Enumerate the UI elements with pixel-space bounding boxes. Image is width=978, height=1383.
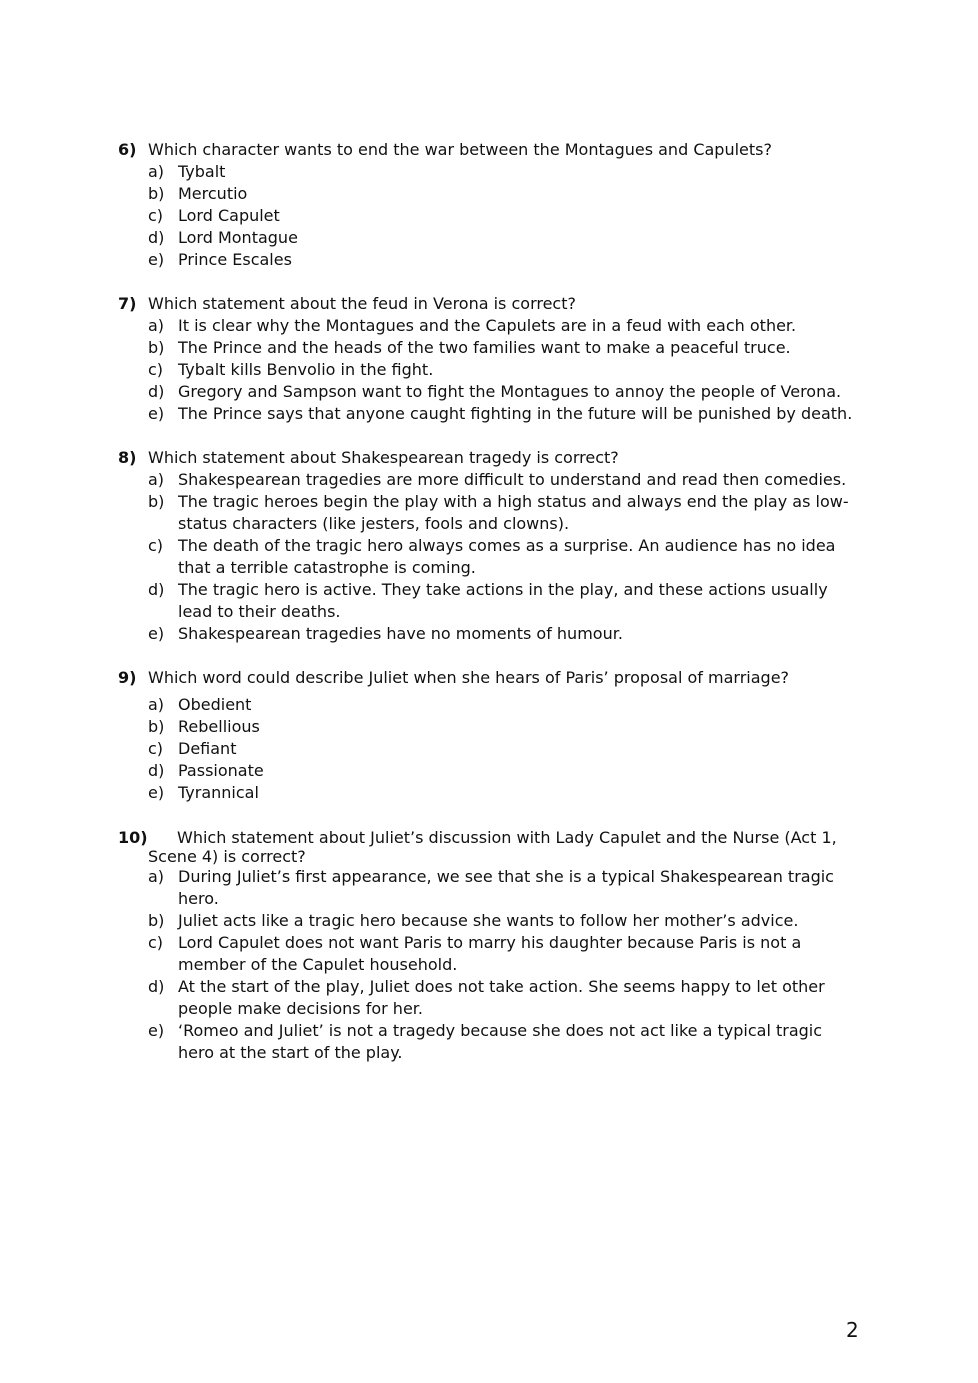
question-text: Which statement about Shakespearean tragedy is correct? bbox=[148, 448, 619, 467]
question-header bbox=[118, 826, 863, 866]
option-text: Tyrannical bbox=[178, 783, 259, 802]
option-item bbox=[118, 694, 863, 716]
option-letter: c) bbox=[148, 206, 164, 225]
option-letter: b) bbox=[148, 184, 165, 203]
option-letter: c) bbox=[148, 739, 164, 758]
option-item bbox=[118, 976, 863, 1020]
quiz-content bbox=[118, 139, 863, 1086]
option-text: Passionate bbox=[178, 761, 264, 780]
option-letter: b) bbox=[148, 338, 165, 357]
option-item bbox=[118, 161, 863, 183]
option-list bbox=[118, 866, 863, 1064]
question-header bbox=[118, 293, 863, 315]
question-6 bbox=[118, 139, 863, 271]
option-text: At the start of the play, Juliet does not take action. She seems happy to let other people make decisions for her. bbox=[178, 977, 825, 1018]
option-letter: d) bbox=[148, 580, 165, 599]
option-letter: d) bbox=[148, 228, 165, 247]
question-text: Which character wants to end the war between the Montagues and Capulets? bbox=[148, 140, 772, 159]
option-letter: b) bbox=[148, 911, 165, 930]
option-letter: b) bbox=[148, 717, 165, 736]
question-text: Which statement about the feud in Verona is correct? bbox=[148, 294, 576, 313]
option-text: The Prince and the heads of the two families want to make a peaceful truce. bbox=[178, 338, 791, 357]
option-item bbox=[118, 1020, 863, 1064]
option-text: Shakespearean tragedies are more difficult to understand and read then comedies. bbox=[178, 470, 847, 489]
option-item bbox=[118, 403, 863, 425]
option-text: Obedient bbox=[178, 695, 252, 714]
option-letter: e) bbox=[148, 783, 165, 802]
question-text: Which word could describe Juliet when she hears of Paris’ proposal of marriage? bbox=[148, 668, 790, 687]
option-letter: e) bbox=[148, 1021, 165, 1040]
option-item bbox=[118, 866, 863, 910]
option-letter: e) bbox=[148, 250, 165, 269]
option-list bbox=[118, 161, 863, 271]
question-7 bbox=[118, 293, 863, 425]
option-letter: c) bbox=[148, 360, 164, 379]
option-letter: a) bbox=[148, 162, 165, 181]
question-header bbox=[118, 667, 863, 689]
option-text: The Prince says that anyone caught fighting in the future will be punished by death. bbox=[178, 404, 853, 423]
option-item bbox=[118, 315, 863, 337]
option-letter: a) bbox=[148, 867, 165, 886]
option-item bbox=[118, 337, 863, 359]
option-letter: e) bbox=[148, 624, 165, 643]
question-number: 10) bbox=[118, 828, 148, 847]
option-text: Gregory and Sampson want to fight the Montagues to annoy the people of Verona. bbox=[178, 382, 842, 401]
option-text: Defiant bbox=[178, 739, 237, 758]
option-text: During Juliet’s first appearance, we see that she is a typical Shakespearean tragic hero. bbox=[178, 867, 834, 908]
option-item bbox=[118, 183, 863, 205]
question-8 bbox=[118, 447, 863, 645]
option-letter: d) bbox=[148, 977, 165, 996]
option-text: Shakespearean tragedies have no moments of humour. bbox=[178, 624, 623, 643]
question-text: Which statement about Juliet’s discussion with Lady Capulet and the Nurse (Act 1, Scene 4) is correct? bbox=[148, 828, 837, 866]
option-text: Lord Capulet bbox=[178, 206, 280, 225]
option-text: Tybalt bbox=[178, 162, 226, 181]
option-text: Prince Escales bbox=[178, 250, 292, 269]
option-text: Tybalt kills Benvolio in the fight. bbox=[178, 360, 434, 379]
option-text: ‘Romeo and Juliet’ is not a tragedy because she does not act like a typical tragic hero at the start of the play. bbox=[178, 1021, 823, 1062]
option-list bbox=[118, 315, 863, 425]
option-letter: c) bbox=[148, 933, 164, 952]
option-item bbox=[118, 205, 863, 227]
option-letter: d) bbox=[148, 382, 165, 401]
option-letter: a) bbox=[148, 695, 165, 714]
option-item bbox=[118, 782, 863, 804]
question-number: 8) bbox=[118, 448, 137, 467]
option-text: It is clear why the Montagues and the Capulets are in a feud with each other. bbox=[178, 316, 797, 335]
option-item bbox=[118, 227, 863, 249]
question-10 bbox=[118, 826, 863, 1064]
option-item bbox=[118, 249, 863, 271]
option-text: The tragic hero is active. They take actions in the play, and these actions usually lead to their deaths. bbox=[178, 580, 828, 621]
option-item bbox=[118, 760, 863, 782]
option-item bbox=[118, 381, 863, 403]
question-number: 9) bbox=[118, 668, 137, 687]
option-item bbox=[118, 910, 863, 932]
option-letter: d) bbox=[148, 761, 165, 780]
option-text: The death of the tragic hero always comes as a surprise. An audience has no idea that a terrible catastrophe is coming. bbox=[178, 536, 836, 577]
option-text: The tragic heroes begin the play with a high status and always end the play as low-status characters (like jesters, fools and clowns). bbox=[178, 492, 849, 533]
question-number: 6) bbox=[118, 140, 137, 159]
option-item bbox=[118, 535, 863, 579]
option-text: Rebellious bbox=[178, 717, 260, 736]
option-letter: b) bbox=[148, 492, 165, 511]
option-item bbox=[118, 716, 863, 738]
option-item bbox=[118, 491, 863, 535]
option-item bbox=[118, 932, 863, 976]
option-letter: a) bbox=[148, 316, 165, 335]
option-item bbox=[118, 623, 863, 645]
option-item bbox=[118, 359, 863, 381]
question-header bbox=[118, 447, 863, 469]
page-number: 2 bbox=[846, 1318, 859, 1342]
option-list bbox=[118, 469, 863, 645]
question-9 bbox=[118, 667, 863, 804]
option-letter: a) bbox=[148, 470, 165, 489]
option-list bbox=[118, 694, 863, 804]
option-letter: e) bbox=[148, 404, 165, 423]
question-number: 7) bbox=[118, 294, 137, 313]
option-text: Lord Montague bbox=[178, 228, 298, 247]
option-text: Mercutio bbox=[178, 184, 248, 203]
option-item bbox=[118, 469, 863, 491]
option-letter: c) bbox=[148, 536, 164, 555]
option-text: Lord Capulet does not want Paris to marry his daughter because Paris is not a member of the Capulet household. bbox=[178, 933, 802, 974]
option-item bbox=[118, 738, 863, 760]
option-text: Juliet acts like a tragic hero because she wants to follow her mother’s advice. bbox=[178, 911, 799, 930]
option-item bbox=[118, 579, 863, 623]
question-header bbox=[118, 139, 863, 161]
